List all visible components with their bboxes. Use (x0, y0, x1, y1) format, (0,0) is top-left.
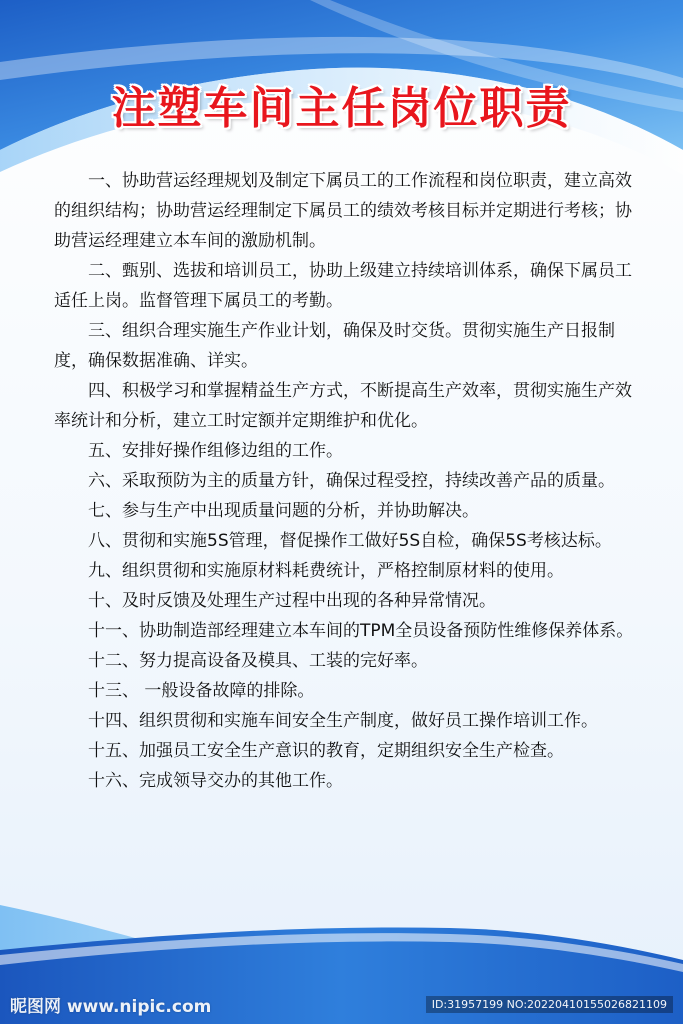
page-title: 注塑车间主任岗位职责 (111, 83, 572, 134)
site-watermark: 昵图网 www.nipic.com (10, 997, 212, 1017)
duty-item: 四、积极学习和掌握精益生产方式，不断提高生产效率，贯彻实施生产效率统计和分析，建立工时定额并定期维护和优化。 (54, 381, 632, 431)
image-id-watermark: ID:31957199 NO:20220410155026821109 (426, 996, 673, 1013)
duty-item: 十六、完成领导交办的其他工作。 (88, 771, 343, 791)
duty-item: 十二、努力提高设备及模具、工装的完好率。 (88, 651, 428, 671)
duty-item: 八、贯彻和实施5S管理，督促操作工做好5S自检，确保5S考核达标。 (88, 531, 612, 551)
duty-item: 七、参与生产中出现质量问题的分析，并协助解决。 (88, 501, 479, 521)
duty-item: 九、组织贯彻和实施原材料耗费统计，严格控制原材料的使用。 (88, 561, 564, 581)
duty-item: 三、组织合理实施生产作业计划，确保及时交货。贯彻实施生产日报制度，确保数据准确、详实。 (54, 321, 615, 371)
duty-item: 六、采取预防为主的质量方针，确保过程受控，持续改善产品的质量。 (88, 471, 615, 491)
duty-item: 五、安排好操作组修边组的工作。 (88, 441, 343, 461)
duty-item: 一、协助营运经理规划及制定下属员工的工作流程和岗位职责，建立高效的组织结构；协助营运经理制定下属员工的绩效考核目标并定期进行考核；协助营运经理建立本车间的激励机制。 (54, 171, 632, 251)
duty-list (54, 166, 640, 796)
duty-item: 十三、 一般设备故障的排除。 (88, 681, 315, 701)
duty-item: 十四、组织贯彻和实施车间安全生产制度，做好员工操作培训工作。 (88, 711, 598, 731)
duty-item: 十五、加强员工安全生产意识的教育，定期组织安全生产检查。 (88, 741, 564, 761)
duty-item: 十、及时反馈及处理生产过程中出现的各种异常情况。 (88, 591, 496, 611)
duty-item: 二、甄别、选拔和培训员工，协助上级建立持续培训体系，确保下属员工适任上岗。监督管理下属员工的考勤。 (54, 261, 632, 311)
duty-item: 十一、协助制造部经理建立本车间的TPM全员设备预防性维修保养体系。 (88, 621, 634, 641)
